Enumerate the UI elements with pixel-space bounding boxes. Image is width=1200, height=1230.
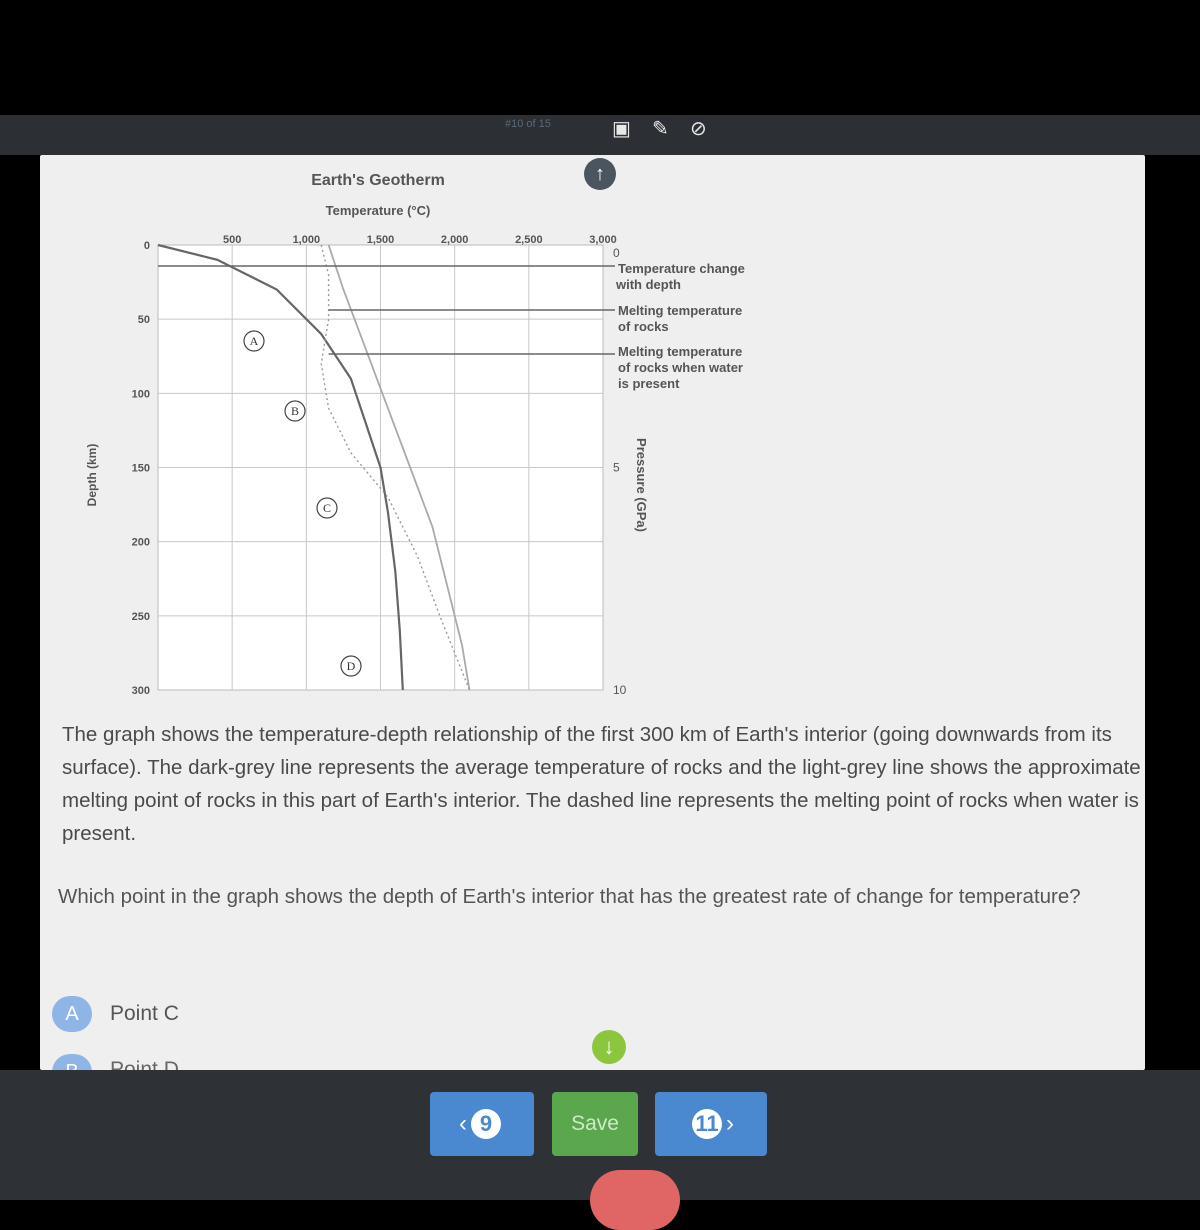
legend: [615, 261, 745, 391]
question-text: Which point in the graph shows the depth of Earth's interior that has the greatest rate of change for temperature?: [58, 885, 1081, 908]
point-c-label: C: [322, 501, 332, 515]
partial-red-button[interactable]: [590, 1170, 680, 1230]
legend-line1-b: with depth: [616, 277, 681, 292]
top-tick-labels: [223, 234, 617, 246]
legend-line2-a: Melting temperature: [618, 303, 743, 318]
top-axis-label: Temperature (°C): [325, 203, 431, 218]
left-tick-0: 0: [143, 240, 150, 252]
left-tick-5: 250: [131, 610, 150, 623]
top-tick-4: 2,500: [515, 234, 543, 246]
graph-description: The graph shows the temperature-depth relationship of the first 300 km of Earth's interior (going downwards from its surface). The dark-grey line represents the average temperature of rocks and the light-grey line shows the approximate melting point of rocks in this part of Earth's interior. The dashed line represents the melting point of rocks when water is present.: [62, 723, 1141, 845]
right-tick-0: 0: [613, 246, 620, 260]
left-tick-6: 300: [131, 685, 150, 697]
left-tick-1: 50: [137, 314, 150, 327]
legend-line3-c: is present: [618, 376, 680, 391]
top-tick-2: 1,500: [366, 234, 395, 246]
bookmark-icon[interactable]: ▣: [612, 118, 631, 140]
eliminate-icon[interactable]: ⊘: [690, 118, 707, 140]
left-tick-labels: [132, 240, 150, 697]
scroll-up-icon[interactable]: ↑: [584, 158, 616, 190]
pencil-icon[interactable]: ✎: [652, 118, 669, 140]
point-b-label: B: [290, 404, 300, 418]
chevron-right-icon: ›: [726, 1110, 734, 1137]
chart-title: Earth's Geotherm: [311, 172, 445, 189]
top-tick-3: 2,000: [440, 234, 469, 246]
next-question-button[interactable]: [655, 1092, 767, 1156]
answer-option-a[interactable]: [52, 996, 179, 1032]
answer-a-badge: A: [52, 996, 92, 1032]
top-tick-1: 1,000: [292, 234, 321, 246]
legend-line3-a: Melting temperature: [618, 344, 743, 359]
scroll-down-icon[interactable]: ↓: [592, 1030, 626, 1064]
left-tick-4: 200: [131, 536, 150, 549]
top-tick-0: 500: [222, 234, 242, 246]
legend-line1-a: Temperature change: [618, 261, 745, 276]
point-d-label: D: [346, 659, 356, 673]
previous-number: 9: [471, 1109, 501, 1139]
right-tick-1: 5: [613, 460, 620, 475]
question-counter[interactable]: #10 of 15: [505, 118, 551, 130]
left-tick-3: 150: [131, 462, 150, 475]
left-axis-label: Depth (km): [85, 443, 99, 507]
right-axis-label: Pressure (GPa): [634, 438, 649, 532]
point-a-label: A: [249, 334, 259, 348]
right-tick-2: 10: [613, 683, 627, 697]
answer-a-label: Point C: [110, 1002, 179, 1025]
chevron-left-icon: ‹: [459, 1110, 467, 1137]
geotherm-chart: [40, 155, 1145, 715]
legend-line2-b: of rocks: [618, 319, 669, 334]
previous-question-button[interactable]: [430, 1092, 534, 1156]
answer-option-b[interactable]: [52, 1054, 202, 1070]
left-tick-2: 100: [131, 388, 150, 401]
save-button[interactable]: Save: [552, 1092, 638, 1156]
legend-line3-b: of rocks when water: [618, 360, 743, 375]
top-toolbar: [0, 115, 1200, 155]
next-number: 11: [692, 1109, 722, 1139]
top-tick-5: 3,000: [589, 234, 617, 246]
